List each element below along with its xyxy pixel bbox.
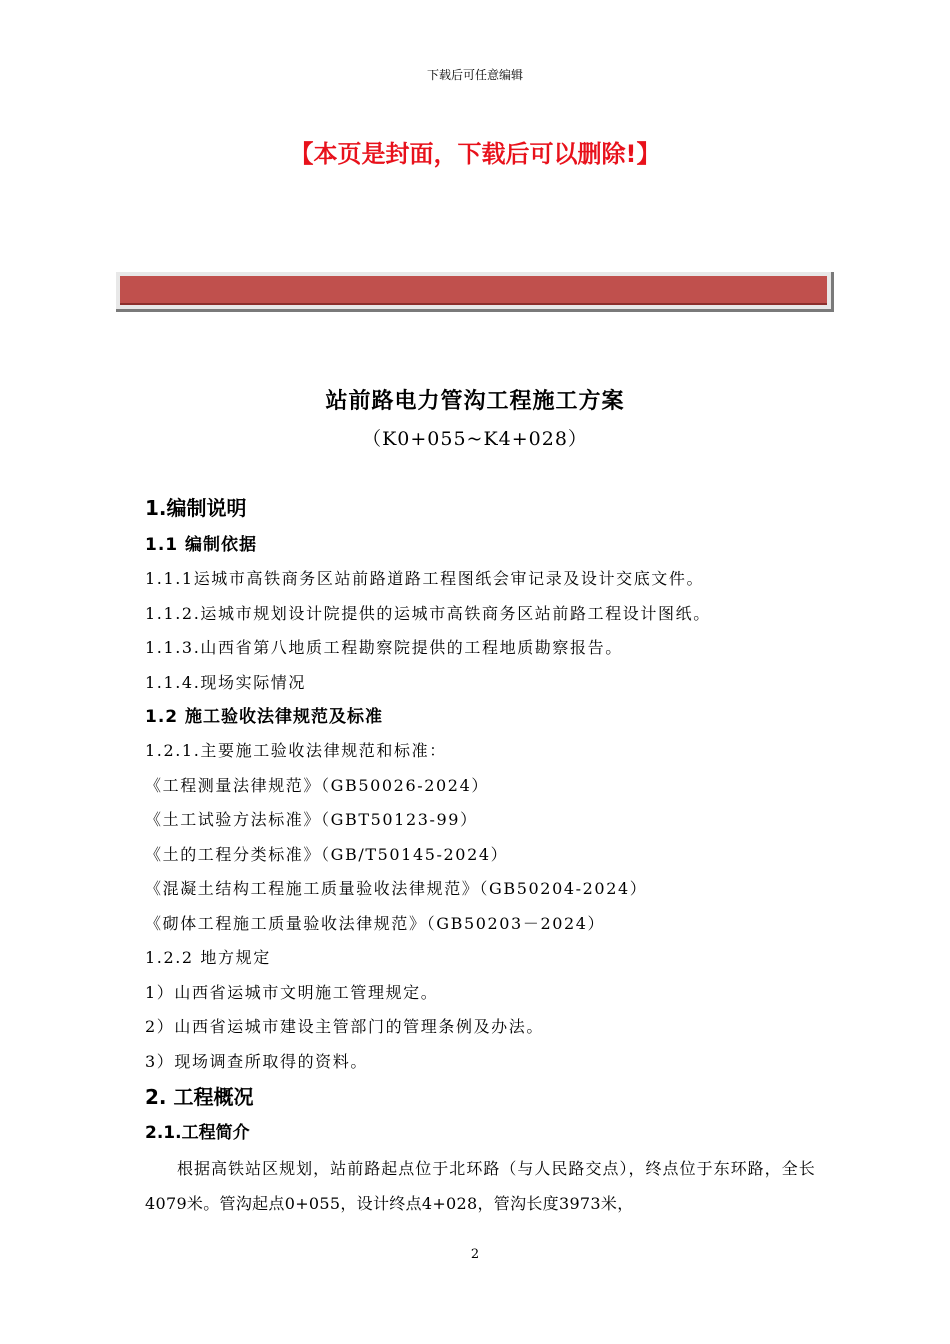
- standard-item: 《砌体工程施工质量验收法律规范》（GB50203－2024）: [145, 913, 606, 933]
- project-intro-paragraph: 根据高铁站区规划，站前路起点位于北环路（与人民路交点），终点位于东环路，全长4079米。管沟起点0+055，设计终点4+028，管沟长度3973米，: [145, 1159, 815, 1213]
- local-rule-item: 1）山西省运城市文明施工管理规定。: [145, 982, 439, 1002]
- standard-item: 《工程测量法律规范》（GB50026-2024）: [145, 775, 489, 795]
- banner-bar: [120, 276, 827, 305]
- page-number: 2: [470, 1247, 480, 1262]
- cover-notice: 【本页是封面，下载后可以删除!】: [289, 140, 661, 168]
- document-subtitle: （K0+055~K4+028）: [362, 428, 588, 450]
- local-rule-item: 2）山西省运城市建设主管部门的管理条例及办法。: [145, 1017, 544, 1036]
- basis-item: 1.1.2.运城市规划设计院提供的运城市高铁商务区站前路工程设计图纸。: [145, 603, 711, 623]
- basis-item: 1.1.3.山西省第八地质工程勘察院提供的工程地质勘察报告。: [145, 638, 623, 657]
- local-rule-item: 3）现场调查所取得的资料。: [145, 1051, 368, 1071]
- basis-item: 1.1.1运城市高铁商务区站前路道路工程图纸会审记录及设计交底文件。: [145, 569, 705, 588]
- standard-item: 《土的工程分类标准》（GB/T50145-2024）: [145, 844, 509, 864]
- standard-item: 《土工试验方法标准》（GBT50123-99）: [145, 810, 478, 829]
- standards-intro: 1.2.1.主要施工验收法律规范和标准：: [145, 741, 447, 760]
- basis-item: 1.1.4.现场实际情况: [145, 672, 306, 692]
- document-title: 站前路电力管沟工程施工方案: [325, 389, 625, 414]
- standard-item: 《混凝土结构工程施工质量验收法律规范》（GB50204-2024）: [145, 879, 648, 898]
- section-heading-1: 1.编制说明: [145, 496, 247, 520]
- local-rules-heading: 1.2.2 地方规定: [145, 948, 271, 967]
- subsection-heading-2-1: 2.1.工程简介: [145, 1123, 250, 1143]
- decorative-banner: [116, 272, 834, 312]
- section-heading-2: 2. 工程概况: [145, 1085, 254, 1109]
- subsection-heading-1-2: 1.2 施工验收法律规范及标准: [145, 707, 384, 727]
- document-body: [145, 488, 815, 1221]
- subsection-heading-1-1: 1.1 编制依据: [145, 535, 258, 555]
- header-note: 下载后可任意编辑: [426, 68, 523, 82]
